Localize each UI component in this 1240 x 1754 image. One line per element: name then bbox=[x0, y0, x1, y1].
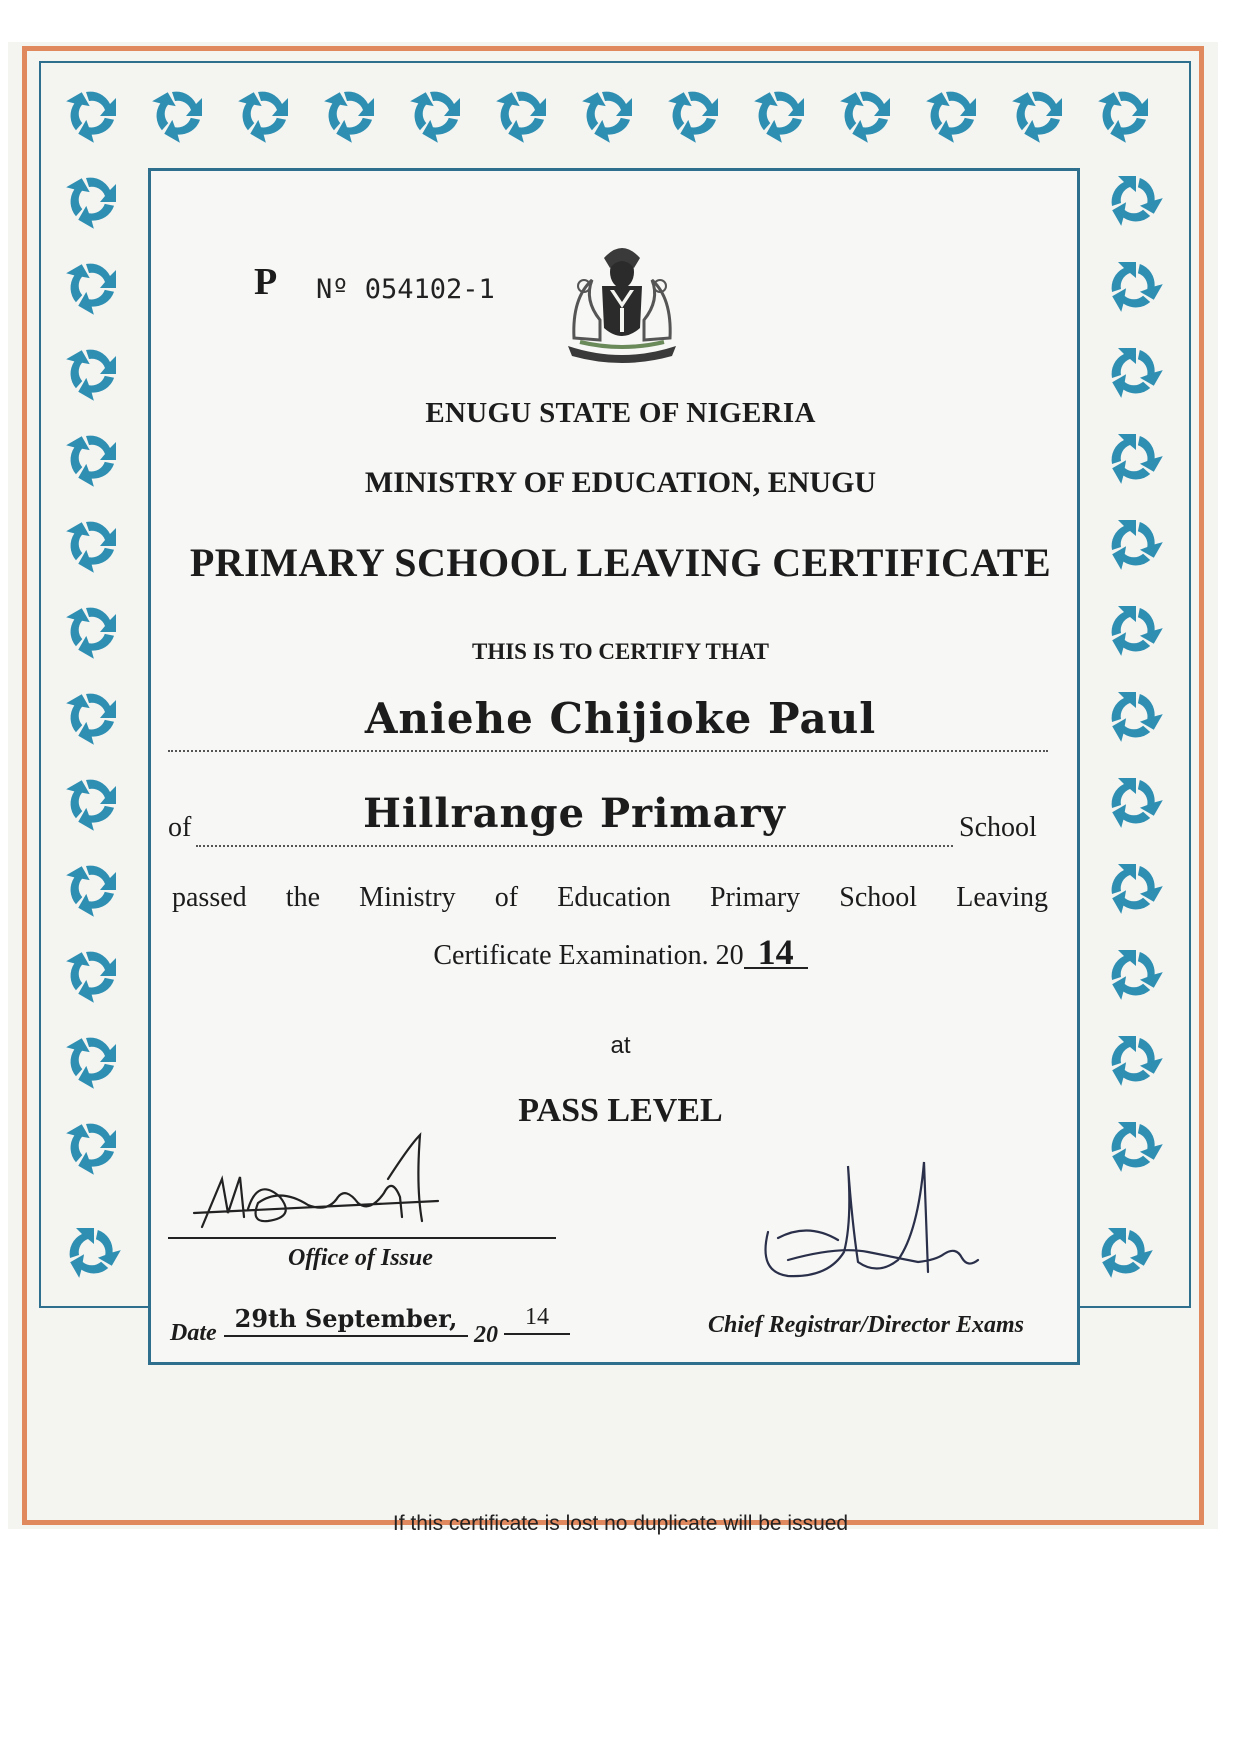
recycle-arrows-icon bbox=[1007, 92, 1062, 146]
coat-of-arms-icon bbox=[544, 228, 700, 368]
exam-year: 14 bbox=[744, 937, 808, 969]
certify-line: THIS IS TO CERTIFY THAT bbox=[471, 639, 770, 664]
school-name: Hillrange Primary bbox=[363, 790, 786, 837]
recycle-arrows-icon bbox=[61, 1124, 116, 1178]
student-name: Aniehe Chijioke Paul bbox=[364, 694, 877, 743]
recycle-arrows-icon bbox=[1091, 165, 1166, 240]
office-signature-line bbox=[168, 1237, 556, 1239]
registrar-signature bbox=[748, 1142, 988, 1292]
recycle-arrows-icon bbox=[147, 92, 202, 146]
recycle-arrows-icon bbox=[1081, 1217, 1156, 1292]
school-dotted-line bbox=[196, 845, 953, 847]
recycle-arrows-icon bbox=[319, 92, 374, 146]
pass-level: PASS LEVEL bbox=[518, 1092, 723, 1129]
recycle-arrows-icon bbox=[921, 92, 976, 146]
recycle-arrows-icon bbox=[405, 92, 460, 146]
recycle-arrows-icon bbox=[61, 264, 116, 318]
ministry-heading: MINISTRY OF EDUCATION, ENUGU bbox=[364, 466, 877, 499]
footer-note: If this certificate is lost no duplicate will be issued bbox=[392, 1512, 849, 1535]
recycle-arrows-icon bbox=[835, 92, 890, 146]
recycle-arrows-icon bbox=[577, 92, 632, 146]
at-label: at bbox=[610, 1032, 631, 1059]
date-century: 20 bbox=[474, 1322, 498, 1348]
recycle-arrows-icon bbox=[1091, 853, 1166, 928]
serial-prefix: P bbox=[254, 261, 278, 303]
recycle-arrows-icon bbox=[663, 92, 718, 146]
recycle-arrows-icon bbox=[1091, 767, 1166, 842]
recycle-arrows-icon bbox=[1093, 92, 1148, 146]
certificate bbox=[8, 42, 1218, 1535]
passed-line: passed the Ministry of Education Primary School Leaving bbox=[172, 882, 1048, 913]
recycle-arrows-icon bbox=[749, 92, 804, 146]
recycle-arrows-icon bbox=[61, 350, 116, 404]
recycle-arrows-icon bbox=[61, 92, 116, 146]
recycle-arrows-icon bbox=[61, 866, 116, 920]
date-label: Date bbox=[170, 1320, 217, 1346]
recycle-arrows-icon bbox=[1091, 251, 1166, 326]
exam-line: Certificate Examination. 20 bbox=[433, 940, 744, 971]
recycle-arrows-icon bbox=[233, 92, 288, 146]
serial-number: Nº 054102-1 bbox=[316, 274, 495, 305]
name-dotted-line bbox=[168, 750, 1048, 752]
school-label: School bbox=[959, 812, 1037, 843]
exam-line-wrapper bbox=[8, 932, 1233, 972]
recycle-arrows-icon bbox=[61, 178, 116, 232]
recycle-arrows-icon bbox=[61, 780, 116, 834]
state-heading: ENUGU STATE OF NIGERIA bbox=[425, 397, 816, 429]
recycle-arrows-icon bbox=[491, 92, 546, 146]
date-year: 14 bbox=[504, 1304, 570, 1335]
chief-registrar-label: Chief Registrar/Director Exams bbox=[708, 1312, 1025, 1338]
office-signature bbox=[188, 1117, 448, 1237]
certificate-title: PRIMARY SCHOOL LEAVING CERTIFICATE bbox=[189, 540, 1052, 585]
recycle-arrows-icon bbox=[49, 1217, 124, 1292]
office-of-issue-label: Office of Issue bbox=[288, 1245, 433, 1271]
date-value: 29th September, bbox=[224, 1304, 468, 1337]
of-label: of bbox=[168, 812, 192, 843]
